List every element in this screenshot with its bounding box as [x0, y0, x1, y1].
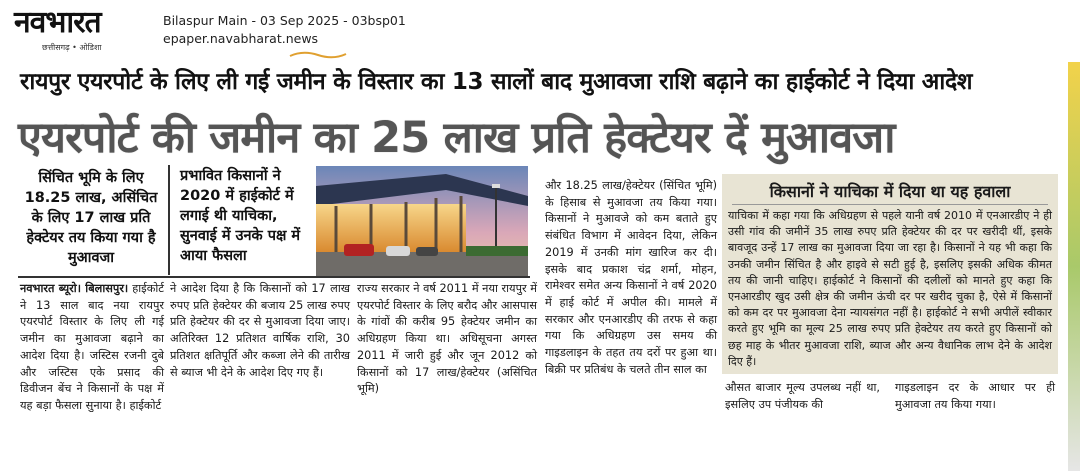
- masthead: [0, 0, 1080, 62]
- logo-tagline: छत्तीसगढ़ • ओडिशा: [42, 43, 102, 52]
- article-column-4: और 18.25 लाख/हेक्टेयर (सिंचित भूमि) के हिसाब से मुआवजा तय किया गया। किसानों ने मुआवजे को कम बताते हुए संबंधित विभाग में आवेदन दिया, लेकिन 2019 में उनकी मांग खारिज कर दी। इसके बाद प्रकाश चंद्र शर्मा, मोहन, रामेश्वर समेत अन्य किसानों ने वर्ष 2020 में हाई कोर्ट में अपील की। मामले में सरकार और एनआरडीए की तरफ से कहा गया कि अधिग्रहण उस समय की गाइडलाइन के तहत तय दरों पर हुआ था। बिक्री पर प्रतिबंध के चलते तीन साल का: [545, 179, 717, 376]
- byline: नवभारत ब्यूरो। बिलासपुर।: [20, 282, 129, 295]
- airport-terminal-photo: [316, 166, 528, 276]
- main-headline: एयरपोर्ट की जमीन का 25 लाख प्रति हेक्टेयर दें मुआवजा: [18, 113, 895, 163]
- newspaper-logo: नवभारत: [14, 5, 101, 40]
- column-divider: [168, 165, 170, 275]
- article-text-1: हाईकोर्ट ने 13 साल बाद नया रायपुर एयरपोर्ट विस्तार के लिए ली गई जमीन का मुआवजा बढ़ाने का आदेश दिया है। जस्टिस रजनी दुबे और जस्टिस एके प्रसाद की डिवीजन बेंच ने किसानों के पक्ष में यह बड़ा फैसला सुनाया है। हाईकोर्ट: [20, 282, 164, 412]
- sidebar-box: [722, 174, 1058, 374]
- edition-info: Bilaspur Main - 03 Sep 2025 - 03bsp01: [163, 13, 406, 28]
- ornament-icon: [288, 50, 348, 60]
- article-column-6: गाइडलाइन दर के आधार पर ही मुआवजा तय किया गया।: [895, 381, 1055, 411]
- kicker-headline: रायपुर एयरपोर्ट के लिए ली गई जमीन के विस्तार का 13 सालों बाद मुआवजा राशि बढ़ाने का हाईकोर्ट ने दिया आदेश: [20, 69, 973, 95]
- sidebar-box-title: किसानों ने याचिका में दिया था यह हवाला: [769, 182, 1011, 201]
- section-divider: [18, 276, 530, 278]
- deck-compensation: सिंचित भूमि के लिए 18.25 लाख, असिंचित के लिए 17 लाख प्रति हेक्टेयर तय किया गया है मुआवजा: [24, 170, 158, 266]
- article-column-3: राज्य सरकार ने वर्ष 2011 में नया रायपुर में एयरपोर्ट विस्तार के लिए बरौद और आसपास के गांवों की करीब 95 हेक्टेयर जमीन का अधिग्रहण किया था। अधिसूचना अगस्त 2011 में जारी हुई और जून 2012 को किसानों को 17 लाख/हेक्टेयर (असिंचित भूमि): [357, 282, 537, 396]
- deck-petition: प्रभावित किसानों ने 2020 में हाईकोर्ट में लगाई थी याचिका, सुनवाई में उनके पक्ष में आया फैसला: [180, 168, 301, 264]
- article-column-1: [20, 281, 164, 415]
- article-column-5: औसत बाजार मूल्य उपलब्ध नहीं था, इसलिए उप पंजीयक की: [725, 381, 880, 411]
- sidebar-box-text: याचिका में कहा गया कि अधिग्रहण से पहले यानी वर्ष 2010 में एनआरडीए ने ही उसी गांव की जमीनें 35 लाख रुपए प्रति हेक्टेयर की दर पर खरीदी थीं, इसके बावजूद उन्हें 17 लाख का मुआवजा दिया जा रहा है। किसानों ने यह भी कहा कि उनकी जमीन सिंचित है और हाइवे से सटी हुई है, इसलिए इसकी अधिक कीमत तय की जानी चाहिए। हाईकोर्ट ने किसानों की दलीलों को मानते हुए कहा कि एनआरडीए खुद उसी क्षेत्र की जमीन ऊंची दर पर खरीद चुका है, ऐसे में किसानों को कम दर पर मुआवजा देना न्यायसंगत नहीं है। हाईकोर्ट ने सभी अपीलें स्वीकार करते हुए भूमि का मूल्य 25 लाख रुपए प्रति हेक्टेयर तय करते हुए किसानों को छह माह के भीतर मुआवजा राशि, ब्याज और अन्य वैधानिक लाभ देने के आदेश दिए हैं।: [728, 209, 1052, 368]
- epaper-url[interactable]: epaper.navabharat.news: [163, 31, 319, 46]
- sidebar-box-divider: [732, 204, 1048, 205]
- adjacent-page-edge: [1068, 62, 1080, 471]
- article-column-2: ने आदेश दिया है कि किसानों को 17 लाख रुपए प्रति हेक्टेयर की बजाय 25 लाख रुपए प्रति हेक्टेयर की दर से मुआवजा दिया जाए। अतिरिक्त 12 प्रतिशत वार्षिक राशि, 30 प्रतिशत क्षतिपूर्ति और कब्जा लेने की तारीख से ब्याज भी देने के आदेश दिए गए हैं।: [170, 282, 350, 379]
